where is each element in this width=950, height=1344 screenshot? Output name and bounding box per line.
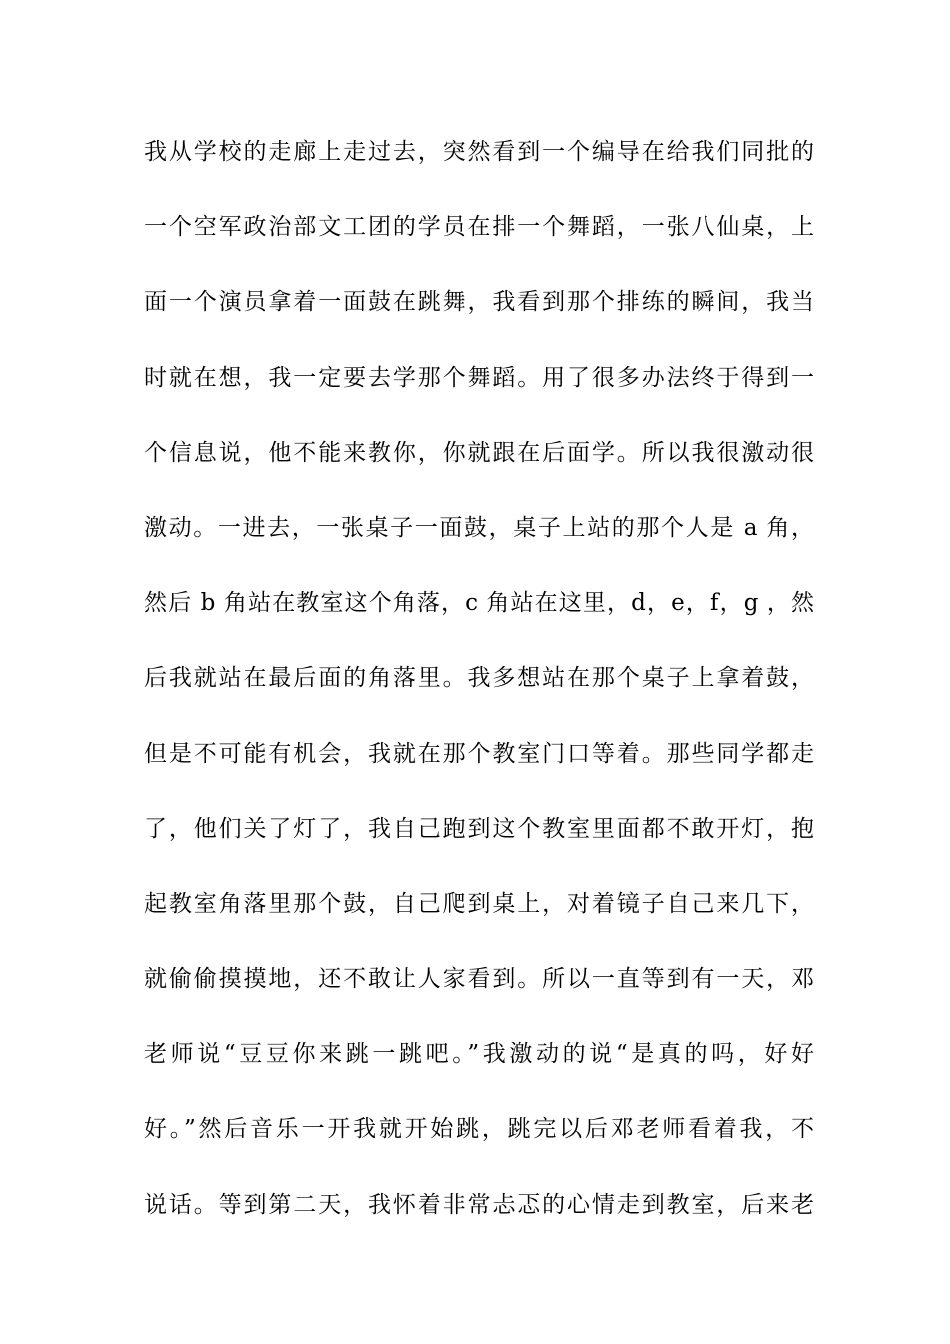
text-line: 一个空军政治部文工团的学员在排一个舞蹈，一张八仙桌，上: [144, 214, 814, 241]
text-line: 老师说“豆豆你来跳一跳吧。”我激动的说“是真的吗，好好: [144, 1041, 814, 1068]
text-line: 说话。等到第二天，我怀着非常忐忑的心情走到教室，后来老: [144, 1191, 814, 1218]
text-line: 就偷偷摸摸地，还不敢让人家看到。所以一直等到有一天，邓: [144, 966, 814, 993]
text-line: 好。”然后音乐一开我就开始跳，跳完以后邓老师看着我，不: [144, 1116, 814, 1143]
text-line: 然后 b 角站在教室这个角落，c 角站在这里，d，e，f，g ，然: [144, 590, 814, 617]
body-paragraph: [144, 128, 814, 1256]
text-line: 起教室角落里那个鼓，自己爬到桌上，对着镜子自己来几下，: [144, 890, 814, 917]
text-line: 个信息说，他不能来教你，你就跟在后面学。所以我很激动很: [144, 439, 814, 466]
text-line: 时就在想，我一定要去学那个舞蹈。用了很多办法终于得到一: [144, 364, 814, 391]
text-line: 但是不可能有机会，我就在那个教室门口等着。那些同学都走: [144, 740, 814, 767]
text-line: 后我就站在最后面的角落里。我多想站在那个桌子上拿着鼓，: [144, 665, 814, 692]
text-line: 我从学校的走廊上走过去，突然看到一个编导在给我们同批的: [144, 139, 814, 165]
text-line: 了，他们关了灯了，我自己跑到这个教室里面都不敢开灯，抱: [144, 815, 814, 842]
text-line: 激动。一进去，一张桌子一面鼓，桌子上站的那个人是 a 角，: [144, 514, 814, 541]
text-line: 面一个演员拿着一面鼓在跳舞，我看到那个排练的瞬间，我当: [144, 289, 814, 316]
